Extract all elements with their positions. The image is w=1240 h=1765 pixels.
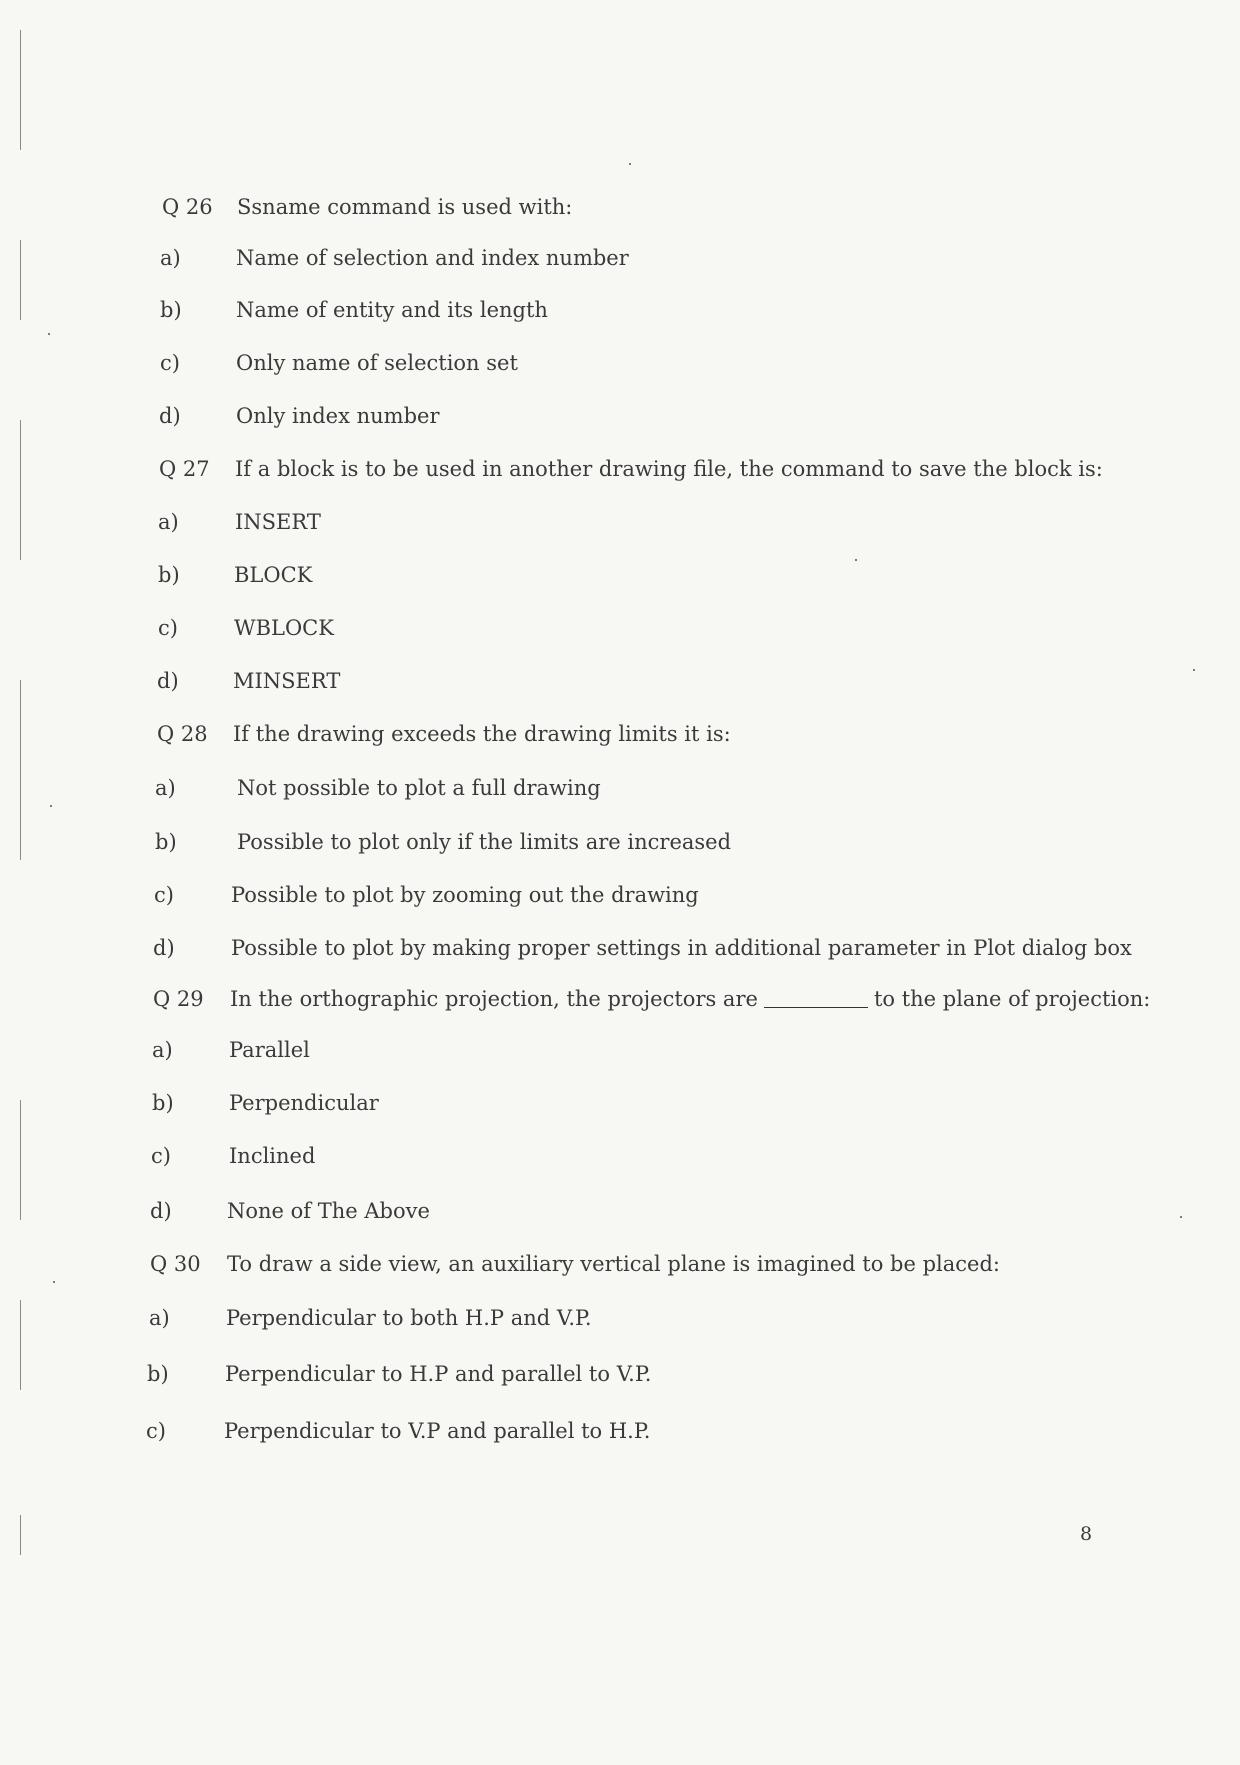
option-label: b) [158,563,180,587]
option-text: Name of selection and index number [236,246,629,270]
scan-edge-mark [20,680,21,860]
question-number: Q 27 [159,457,210,481]
scan-speck [1193,669,1195,671]
option-label: d) [153,936,175,960]
question-number: Q 29 [153,987,204,1011]
scan-edge-mark [20,240,21,320]
option-text: Possible to plot by making proper settings in additional parameter in Plot dialog box [231,936,1132,960]
option-label: b) [155,830,177,854]
page-number: 8 [1080,1523,1093,1545]
scan-edge-mark [20,1515,21,1555]
option-text: MINSERT [233,669,341,693]
option-label: d) [150,1199,172,1223]
option-text: INSERT [235,510,321,534]
option-text: Perpendicular to both H.P and V.P. [226,1306,592,1330]
option-text: BLOCK [234,563,313,587]
option-text: Only name of selection set [236,351,518,375]
question-text: Ssname command is used with: [237,195,573,219]
question-number: Q 26 [162,195,213,219]
scan-edge-mark [20,1100,21,1220]
scan-edge-mark [20,30,21,150]
question-text-before-blank: In the orthographic projection, the projectors are [230,987,758,1011]
option-text: Parallel [229,1038,310,1062]
option-label: a) [158,510,179,534]
scan-speck [48,333,50,335]
option-label: a) [152,1038,173,1062]
option-label: c) [151,1144,171,1168]
scan-speck [1180,1216,1182,1218]
scan-speck [855,559,857,561]
option-label: a) [149,1306,170,1330]
option-label: d) [157,669,179,693]
question-number: Q 28 [157,722,208,746]
option-text: Perpendicular to H.P and parallel to V.P. [225,1362,652,1386]
question-text: If a block is to be used in another drawing file, the command to save the block is: [235,457,1103,481]
option-label: c) [146,1419,166,1443]
option-text: Perpendicular [229,1091,379,1115]
option-text: Name of entity and its length [236,298,548,322]
question-number: Q 30 [150,1252,201,1276]
scan-edge-mark [20,1300,21,1390]
option-label: a) [160,246,181,270]
option-text: None of The Above [227,1199,430,1223]
scan-speck [629,163,631,165]
scan-edge-mark [20,420,21,560]
scan-speck [53,1281,55,1283]
option-label: d) [159,404,181,428]
option-text: Possible to plot only if the limits are increased [237,830,732,854]
option-label: c) [160,351,180,375]
question-text: To draw a side view, an auxiliary vertical plane is imagined to be placed: [227,1252,1000,1276]
option-label: c) [154,883,174,907]
option-text: Perpendicular to V.P and parallel to H.P. [224,1419,651,1443]
option-text: Possible to plot by zooming out the drawing [231,883,699,907]
question-text [230,986,1150,1012]
question-text: If the drawing exceeds the drawing limits it is: [233,722,731,746]
scan-speck [50,805,52,807]
option-text: Inclined [229,1144,316,1168]
option-label: b) [160,298,182,322]
option-label: b) [147,1362,169,1386]
option-label: a) [155,776,176,800]
option-label: b) [152,1091,174,1115]
option-text: Not possible to plot a full drawing [237,776,601,800]
option-label: c) [158,616,178,640]
question-text-after-blank: to the plane of projection: [873,987,1151,1011]
fill-in-blank [764,1007,868,1008]
option-text: WBLOCK [234,616,334,640]
option-text: Only index number [236,404,440,428]
